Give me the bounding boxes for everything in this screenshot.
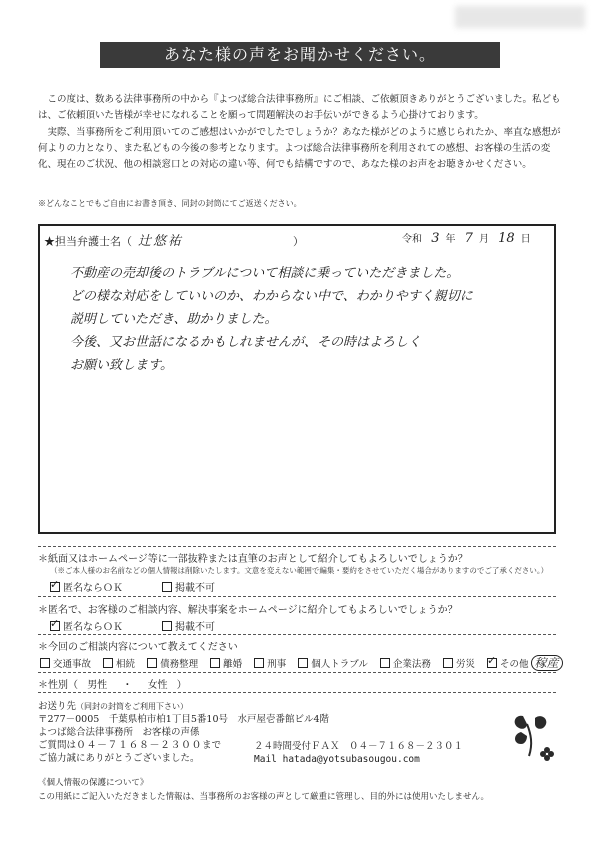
q2-option-decline-label: 掲載不可 — [175, 622, 215, 633]
clover-logo-icon — [505, 710, 555, 765]
category-label: 離婚 — [223, 659, 243, 670]
checkbox-checked[interactable] — [50, 621, 60, 631]
question-1: ＊紙面又はホームページ等に一部抜粋または直筆のお声として紹介してもよろしいでしょうか？ — [38, 554, 468, 565]
category-label: 労災 — [455, 659, 475, 670]
date-day: 18 — [498, 231, 515, 246]
divider — [38, 672, 556, 673]
category-label: 企業法務 — [392, 659, 431, 670]
tel-number[interactable]: ０４－７１６８－２３００ — [76, 740, 203, 751]
category-item[interactable] — [380, 659, 431, 670]
date-month: 7 — [464, 231, 473, 246]
q1-option-decline-label: 掲載不可 — [175, 583, 215, 594]
consultation-categories — [40, 654, 560, 671]
fax-block — [254, 740, 463, 766]
mail-address[interactable]: Mail hatada@yotsubasougou.com — [254, 754, 420, 765]
comment-line: 不動産の売却後のトラブルについて相談に乗っていただきました。 — [70, 266, 460, 281]
gender-label: ＊性別（ — [38, 680, 78, 691]
category-other[interactable] — [487, 656, 563, 670]
tel-suffix: まで — [202, 740, 222, 751]
fax-number[interactable]: ０４－７１６８－２３０１ — [349, 741, 464, 752]
thanks-text: ご協力誠にありがとうございました。 — [38, 753, 200, 764]
q1-option-anonymous[interactable] — [50, 579, 123, 594]
fax-label: ２４時間受付ＦＡＸ — [254, 741, 340, 752]
question-3: ＊今回のご相談内容について教えてください — [38, 642, 238, 653]
q2-option-anonymous[interactable] — [50, 618, 123, 633]
checkbox[interactable] — [147, 658, 157, 668]
postal-address: 〒277－0005 千葉県柏市柏1丁目5番10号 水戸屋壱番館ビル4階 — [38, 714, 330, 725]
privacy-notice — [38, 776, 489, 804]
address-heading-note: （同封の封筒をご利用下さい） — [76, 702, 189, 711]
checkbox[interactable] — [254, 658, 264, 668]
category-item[interactable] — [147, 659, 198, 670]
lawyer-name: 辻悠祐 — [138, 234, 184, 249]
gender-close: ） — [176, 680, 187, 691]
gender-male[interactable]: 男性 — [87, 680, 108, 691]
category-item[interactable] — [210, 659, 242, 670]
comment-line: 今後、又お世話になるかもしれませんが、その時はよろしく — [70, 335, 422, 350]
date-year-unit: 年 — [445, 234, 456, 245]
checkbox-checked[interactable] — [487, 658, 497, 668]
lawyer-name-line — [44, 230, 304, 249]
q2-option-decline[interactable] — [162, 618, 215, 633]
checkbox[interactable] — [443, 658, 453, 668]
category-item[interactable] — [443, 659, 475, 670]
divider — [38, 634, 556, 635]
category-other-value: 稼産 — [531, 655, 563, 671]
divider — [38, 692, 556, 693]
category-label: 刑事 — [267, 659, 287, 670]
q1-option-anonymous-label: 匿名ならＯＫ — [63, 583, 123, 594]
gender-row — [38, 676, 187, 691]
category-item[interactable] — [103, 659, 135, 670]
date-day-unit: 日 — [520, 234, 531, 245]
return-note: ※どんなことでもご自由にお書き頂き、同封の封筒にてご返送ください。 — [38, 199, 302, 208]
category-other-label: その他 — [499, 659, 529, 670]
checkbox[interactable] — [210, 658, 220, 668]
lawyer-close: ） — [293, 235, 305, 248]
intro-paragraph-1: この度は、数ある法律事務所の中から『よつば総合法律事務所』にご相談、ご依頼頂きありがとうございました。私どもは、ご依頼頂いた皆様が幸せになれることを願って問題解決のお手伝いができるよう心掛けております。 — [38, 94, 561, 121]
privacy-title: 《個人情報の保護について》 — [38, 778, 149, 788]
q1-option-decline[interactable] — [162, 579, 215, 594]
checkbox[interactable] — [40, 658, 50, 668]
intro-text — [38, 92, 568, 174]
category-label: 相続 — [116, 659, 136, 670]
category-label: 個人トラブル — [311, 659, 368, 670]
date-era: 令和 — [402, 234, 422, 245]
page-title: あなた様の声をお聞かせください。 — [100, 42, 500, 68]
date-month-unit: 月 — [478, 234, 489, 245]
category-item[interactable] — [254, 659, 286, 670]
checkbox[interactable] — [103, 658, 113, 668]
checkbox[interactable] — [162, 582, 172, 592]
date-year: 3 — [431, 231, 440, 246]
intro-paragraph-2: 実際、当事務所をご利用頂いてのご感想はいかがでしたでしょうか？あなた様がどのように感じられたか、率直な感想が何よりの力となり、また私どもの今後の参考となります。よつば総合法律事務所を利用されての感想、お客様の生活の変化、現在のご状況、他の相談窓口との対応の違い等、何でも結構ですので、あなた様のお声をお聴きかせください。 — [38, 127, 561, 170]
tel-label: ご質問は — [38, 740, 77, 751]
gender-female[interactable]: 女性 — [147, 680, 168, 691]
lawyer-label: ★担当弁護士名（ — [44, 235, 132, 248]
q2-option-anonymous-label: 匿名ならＯＫ — [63, 622, 123, 633]
date-line — [402, 230, 531, 246]
checkbox[interactable] — [162, 621, 172, 631]
office-name: よつば総合法律事務所 お客様の声係 — [38, 727, 200, 738]
comment-line: どの様な対応をしていいのか、わからない中で、わかりやすく親切に — [70, 289, 473, 304]
handwritten-comment — [70, 262, 510, 377]
category-item[interactable] — [40, 659, 91, 670]
comment-line: お願い致します。 — [70, 358, 173, 373]
privacy-text: この用紙にご記入いただきました情報は、当事務所のお客様の声として厳重に管理し、目的外には使用いたしません。 — [38, 792, 490, 802]
address-heading: お送り先 — [38, 701, 77, 712]
comment-line: 説明していただき、助かりました。 — [70, 312, 278, 327]
question-2: ＊匿名で、お客様のご相談内容、解決事案をホームページに紹介してもよろしいでしょうか？ — [38, 605, 458, 616]
redacted-area — [455, 6, 585, 28]
divider — [38, 546, 556, 547]
category-label: 交通事故 — [53, 659, 92, 670]
divider — [38, 596, 556, 597]
category-item[interactable] — [298, 659, 368, 670]
checkbox[interactable] — [298, 658, 308, 668]
category-label: 債務整理 — [160, 659, 199, 670]
question-1-note: （※ご本人様のお名前などの個人情報は削除いたします。文意を変えない範囲で編集・要約をさせていただく場合がありますのでご了承ください。） — [50, 566, 549, 575]
checkbox[interactable] — [380, 658, 390, 668]
gender-separator: ・ — [122, 680, 133, 691]
checkbox-checked[interactable] — [50, 582, 60, 592]
